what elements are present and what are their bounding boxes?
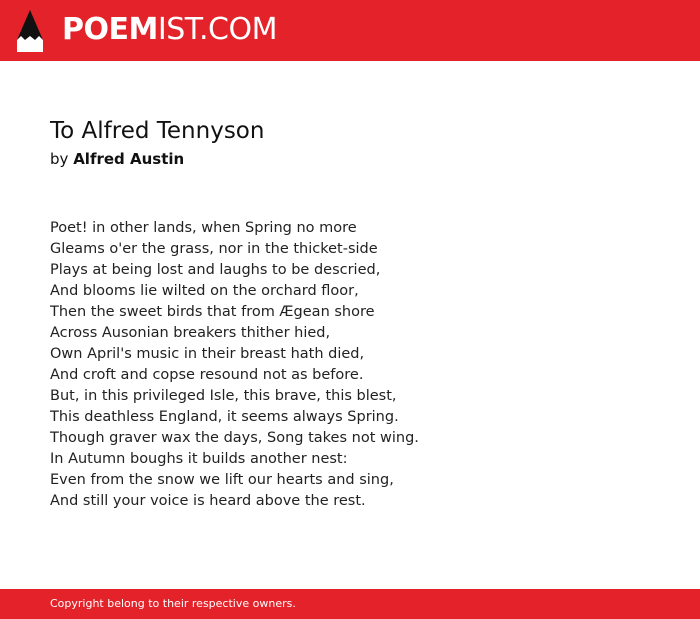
poem-line: And blooms lie wilted on the orchard floor, [50,283,359,299]
poem-body [50,218,419,512]
site-header [0,0,700,61]
poem-line: This deathless England, it seems always Spring. [50,409,399,425]
poem-line: Poet! in other lands, when Spring no more [50,220,357,236]
poem-line: Gleams o'er the grass, nor in the thicket-side [50,241,378,257]
poem-line: But, in this privileged Isle, this brave, this blest, [50,388,397,404]
poem-title: To Alfred Tennyson [50,118,265,144]
poem-line: Then the sweet birds that from Ægean shore [50,304,375,320]
site-footer [0,589,700,619]
poem-line: Though graver wax the days, Song takes not wing. [50,430,419,446]
logo-text-strong: POEM [62,12,158,47]
poem-line: Plays at being lost and laughs to be descried, [50,262,381,278]
poem-line: Own April's music in their breast hath died, [50,346,365,362]
by-label: by [50,150,69,168]
poem-line: Even from the snow we lift our hearts and sing, [50,472,394,488]
poem-line: Across Ausonian breakers thither hied, [50,325,331,341]
author-name: Alfred Austin [73,150,185,168]
pencil-tip-icon[interactable] [16,10,44,52]
poem-line: In Autumn boughs it builds another nest: [50,451,348,467]
site-logo[interactable] [62,13,277,47]
copyright-text: Copyright belong to their respective owners. [50,597,296,610]
poem-byline [50,149,184,169]
poem-line: And still your voice is heard above the rest. [50,493,366,509]
poem-line: And croft and copse resound not as before. [50,367,364,383]
logo-text-light: IST.COM [157,12,277,47]
